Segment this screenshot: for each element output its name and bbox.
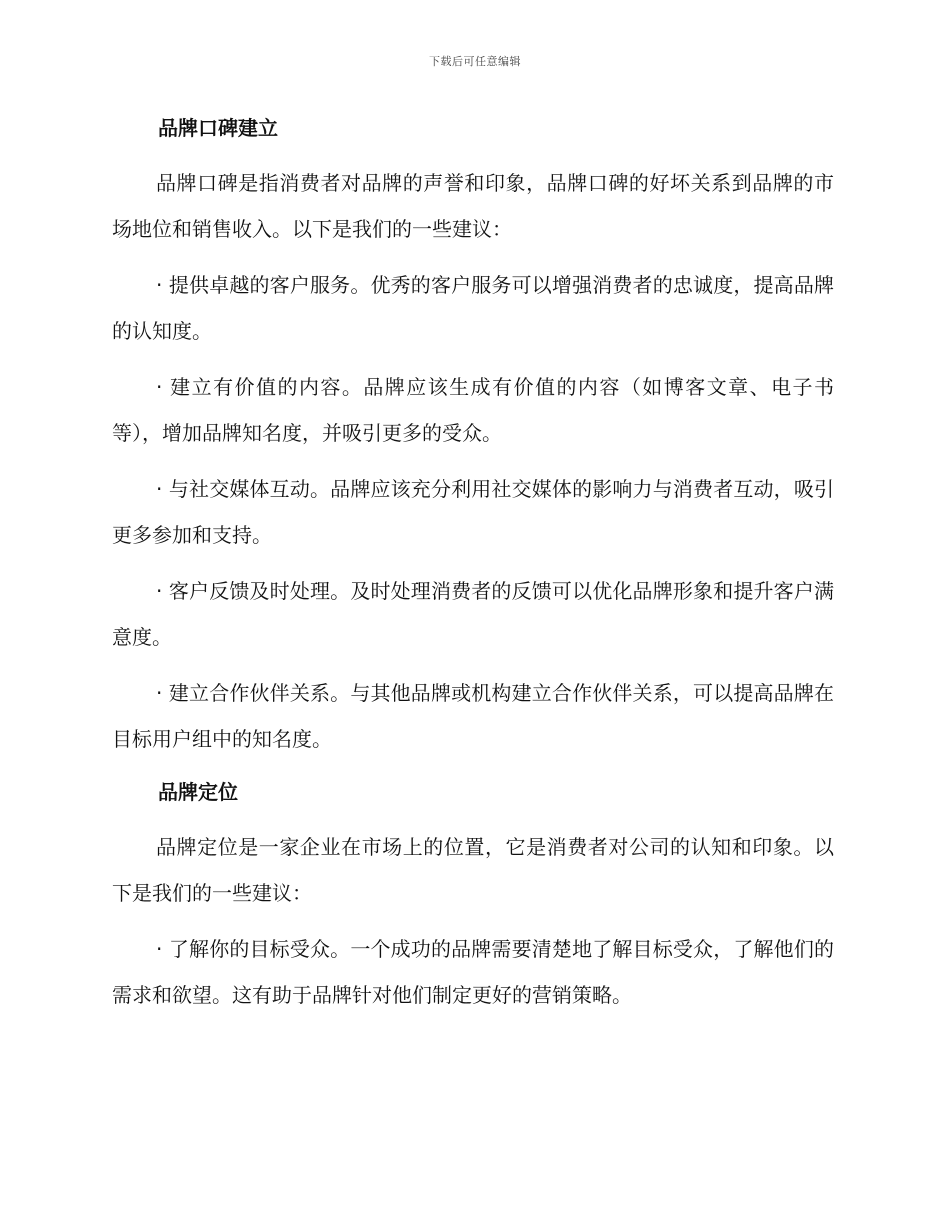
section-heading: 品牌口碑建立 [158,116,278,140]
document-body [112,108,834,1018]
bullet-paragraph: · 了解你的目标受众。一个成功的品牌需要清楚地了解目标受众，了解他们的需求和欲望。这有助于品牌针对他们制定更好的营销策略。 [112,937,834,1007]
bullet-paragraph: · 建立合作伙伴关系。与其他品牌或机构建立合作伙伴关系，可以提高品牌在目标用户组中的知名度。 [112,681,834,751]
header-note: 下载后可任意编辑 [429,55,521,68]
bullet-paragraph: · 与社交媒体互动。品牌应该充分利用社交媒体的影响力与消费者互动，吸引更多参加和支持。 [112,477,834,547]
paragraph-intro: 品牌口碑是指消费者对品牌的声誉和印象，品牌口碑的好坏关系到品牌的市场地位和销售收入。以下是我们的一些建议： [112,171,834,241]
section-heading: 品牌定位 [158,780,238,804]
section-brand-positioning [112,772,834,1018]
bullet-paragraph: · 客户反馈及时处理。及时处理消费者的反馈可以优化品牌形象和提升客户满意度。 [112,579,834,649]
section-brand-reputation [112,108,834,762]
bullet-paragraph: · 建立有价值的内容。品牌应该生成有价值的内容（如博客文章、电子书等），增加品牌知名度，并吸引更多的受众。 [112,375,834,445]
paragraph-intro: 品牌定位是一家企业在市场上的位置，它是消费者对公司的认知和印象。以下是我们的一些建议： [112,835,834,905]
bullet-paragraph: · 提供卓越的客户服务。优秀的客户服务可以增强消费者的忠诚度，提高品牌的认知度。 [112,273,834,343]
